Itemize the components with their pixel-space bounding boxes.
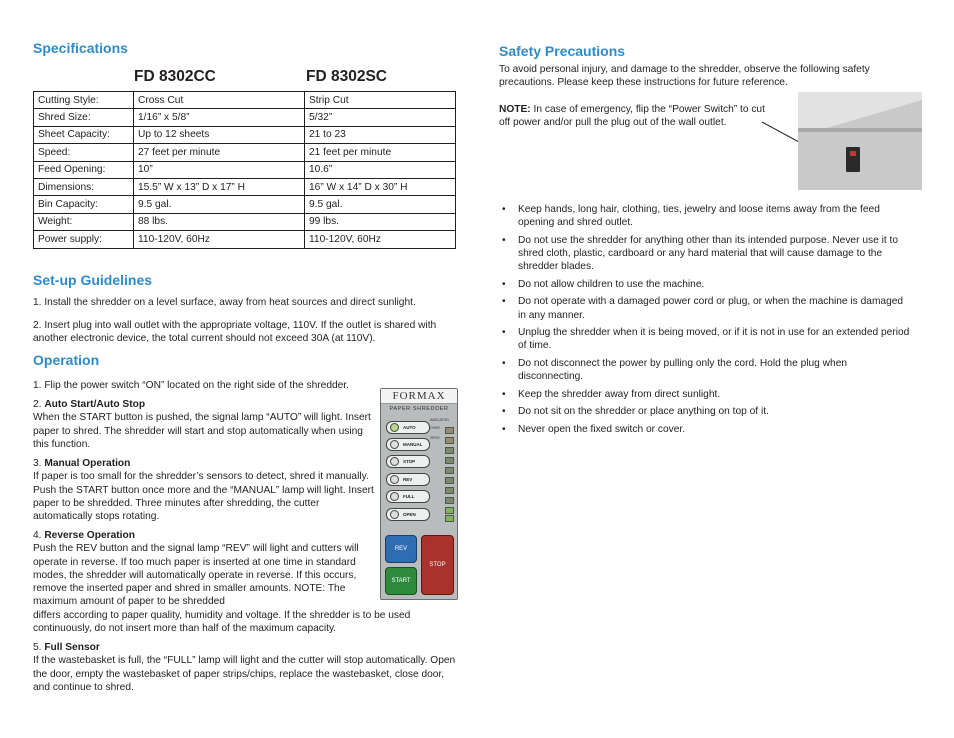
- spec-row: [34, 213, 456, 230]
- panel-manual-button: [386, 438, 430, 451]
- spec-value-cc: 27 feet per minute: [134, 144, 305, 161]
- stop-button-label: STOP: [403, 459, 416, 464]
- safety-intro: To avoid personal injury, and damage to the shredder, observe the following safety precautions. Please keep these instructions for future reference.: [499, 64, 870, 89]
- indicator-led: [445, 437, 454, 444]
- spec-label: Power supply:: [34, 231, 134, 248]
- indicator-led: [445, 487, 454, 494]
- spec-value-cc: 9.5 gal.: [134, 196, 305, 213]
- step-3-text: If paper is too small for the shredder’s sensors to detect, shred it manually. Push the START button once more and the “MANUAL” lamp will light. Insert paper to be shredded. Three minutes after shredding, the cutter automatically stops rotating.: [33, 471, 374, 523]
- spec-value-cc: Cross Cut: [134, 92, 305, 109]
- setup-step-1: 1. Install the shredder on a level surface, away from heat sources and direct sunlight.: [33, 297, 416, 308]
- spec-value-cc: 1/16” x 5/8”: [134, 109, 305, 126]
- safety-bullet: • Unplug the shredder when it is being moved, or if it is not in use for an extended period of time.: [500, 326, 910, 353]
- spec-label: Speed:: [34, 144, 134, 161]
- step-5-text: If the wastebasket is full, the “FULL” lamp will light and the cutter will stop automatically. Open the door, empty the wastebasket of paper strips/chips, replace the wastebasket, close door, and continue to shred.: [33, 655, 456, 693]
- spec-value-cc: Up to 12 sheets: [134, 126, 305, 143]
- safety-note: [499, 103, 769, 130]
- switch-rocker-icon: [850, 151, 856, 156]
- indicator-label: INDICATOR: [430, 418, 449, 422]
- power-switch-icon: [846, 147, 860, 172]
- safety-bullet: • Do not use the shredder for anything other than its intended purpose. Never use it to shred cloth, plastic, cardboard or any hard material that will cause damage to the shredder blades.: [500, 234, 910, 274]
- open-button-label: OPEN: [403, 512, 416, 517]
- panel-stop-large-button: STOP: [421, 535, 454, 595]
- indicator-led: [445, 477, 454, 484]
- spec-value-sc: 21 to 23: [305, 126, 456, 143]
- zero-label: ZERO: [430, 436, 440, 440]
- spec-value-sc: 9.5 gal.: [305, 196, 456, 213]
- control-panel-illustration: [380, 388, 458, 600]
- spec-row: [34, 196, 456, 213]
- spec-row: [34, 144, 456, 161]
- spec-value-sc: 5/32”: [305, 109, 456, 126]
- full-button-label: FULL: [403, 494, 415, 499]
- formax-logo: FORMAX: [381, 389, 457, 404]
- indicator-led: [445, 507, 454, 514]
- step-2-text: When the START button is pushed, the signal lamp “AUTO” will light. Insert paper to shred. The shredder will start and stop automatically when using this function.: [33, 412, 371, 450]
- setup-step-2: 2. Insert plug into wall outlet with the appropriate voltage, 110V. If the outlet is shared with another electronic device, the total current should not exceed 30A (at 110V).: [33, 320, 437, 345]
- safety-bullet: • Never open the fixed switch or cover.: [500, 423, 910, 436]
- arrow-up-icon: [390, 457, 399, 466]
- safety-bullet: • Do not disconnect the power by pulling only the cord. Hold the plug when disconnecting.: [500, 357, 910, 384]
- operation-step-4: [33, 529, 375, 609]
- spec-label: Dimensions:: [34, 178, 134, 195]
- spec-row: [34, 109, 456, 126]
- specifications-table: [33, 91, 456, 249]
- safety-heading: Safety Precautions: [499, 43, 626, 59]
- operation-step-5: [33, 641, 458, 694]
- panel-start-large-button: START: [385, 567, 417, 595]
- over-label: OVER: [430, 426, 440, 430]
- reverse-icon: [390, 475, 399, 484]
- spec-value-cc: 110-120V, 60Hz: [134, 231, 305, 248]
- spec-label: Sheet Capacity:: [34, 126, 134, 143]
- indicator-led: [445, 457, 454, 464]
- spec-value-cc: 10”: [134, 161, 305, 178]
- step-2-number: 2.: [33, 399, 45, 410]
- spec-value-sc: 21 feet per minute: [305, 144, 456, 161]
- step-4-text-a: Push the REV button and the signal lamp “REV” will light and cutters will operate in reverse. If too much paper is inserted at one time in standard modes, the shredder will automatically operate in reverse. If this occurs, remove the inserted paper and shred in smaller amounts. NOTE: The maximum amount of paper to be shredded: [33, 543, 359, 608]
- spec-label: Weight:: [34, 213, 134, 230]
- panel-auto-button: [386, 421, 430, 434]
- power-switch-illustration: [760, 92, 922, 190]
- operation-heading: Operation: [33, 352, 100, 368]
- panel-stop-button: [386, 455, 430, 468]
- spec-label: Feed Opening:: [34, 161, 134, 178]
- spec-row: [34, 161, 456, 178]
- indicator-led: [445, 497, 454, 504]
- manual-button-label: MANUAL: [403, 442, 423, 447]
- rev-button-label: REV: [403, 477, 413, 482]
- indicator-led: [445, 447, 454, 454]
- shredder-seam: [798, 128, 922, 132]
- spec-row: [34, 126, 456, 143]
- spec-row: [34, 92, 456, 109]
- spec-row: [34, 231, 456, 248]
- safety-bullet: • Keep the shredder away from direct sunlight.: [500, 388, 910, 401]
- safety-bullet: • Do not operate with a damaged power cord or plug, or when the machine is damaged in any manner.: [500, 295, 910, 322]
- specifications-heading: Specifications: [33, 40, 128, 56]
- model-cc-title: FD 8302CC: [134, 68, 216, 85]
- spec-label: Cutting Style:: [34, 92, 134, 109]
- auto-lamp-icon: [390, 423, 399, 432]
- operation-step-2: [33, 398, 373, 451]
- safety-bullet: • Do not allow children to use the machine.: [500, 278, 910, 291]
- safety-bullet: • Do not sit on the shredder or place anything on top of it.: [500, 405, 910, 418]
- spec-value-sc: Strip Cut: [305, 92, 456, 109]
- hand-icon: [390, 440, 399, 449]
- safety-bullet-list: [500, 203, 910, 440]
- step-5-title: Full Sensor: [44, 642, 100, 653]
- spec-value-sc: 16” W x 14” D x 30” H: [305, 178, 456, 195]
- spec-label: Shred Size:: [34, 109, 134, 126]
- setup-heading: Set-up Guidelines: [33, 272, 153, 288]
- panel-open-button: [386, 508, 430, 521]
- step-3-number: 3.: [33, 458, 45, 469]
- spec-value-sc: 99 lbs.: [305, 213, 456, 230]
- panel-subtitle: PAPER SHREDDER: [389, 406, 449, 412]
- step-3-title: Manual Operation: [44, 458, 131, 469]
- note-text: In case of emergency, flip the “Power Switch” to cut off power and/or pull the plug out of the wall outlet.: [499, 104, 765, 129]
- auto-button-label: AUTO: [403, 425, 416, 430]
- panel-rev-large-button: REV: [385, 535, 417, 563]
- spec-value-sc: 10.6”: [305, 161, 456, 178]
- step-4-number: 4.: [33, 530, 45, 541]
- spec-label: Bin Capacity:: [34, 196, 134, 213]
- step-5-number: 5.: [33, 642, 45, 653]
- model-sc-title: FD 8302SC: [306, 68, 387, 85]
- bin-icon: [390, 492, 399, 501]
- panel-rev-button: [386, 473, 430, 486]
- indicator-led: [445, 467, 454, 474]
- spec-value-sc: 110-120V, 60Hz: [305, 231, 456, 248]
- safety-bullet: • Keep hands, long hair, clothing, ties, jewelry and loose items away from the feed opening and shred outlet.: [500, 203, 910, 230]
- door-icon: [390, 510, 399, 519]
- operation-step-3: [33, 457, 375, 523]
- panel-full-button: [386, 490, 430, 503]
- step-4-text-b: differs according to paper quality, humidity and voltage. If the shredder is to be used continuously, do not insert more than half of the maximum capacity.: [33, 610, 411, 635]
- spec-row: [34, 178, 456, 195]
- indicator-led: [445, 515, 454, 522]
- step-2-title: Auto Start/Auto Stop: [44, 399, 146, 410]
- spec-value-cc: 15.5” W x 13” D x 17” H: [134, 178, 305, 195]
- spec-value-cc: 88 lbs.: [134, 213, 305, 230]
- operation-step-1: 1. Flip the power switch “ON” located on the right side of the shredder.: [33, 380, 349, 391]
- indicator-led: [445, 427, 454, 434]
- step-4-title: Reverse Operation: [44, 530, 135, 541]
- note-label: NOTE:: [499, 104, 531, 115]
